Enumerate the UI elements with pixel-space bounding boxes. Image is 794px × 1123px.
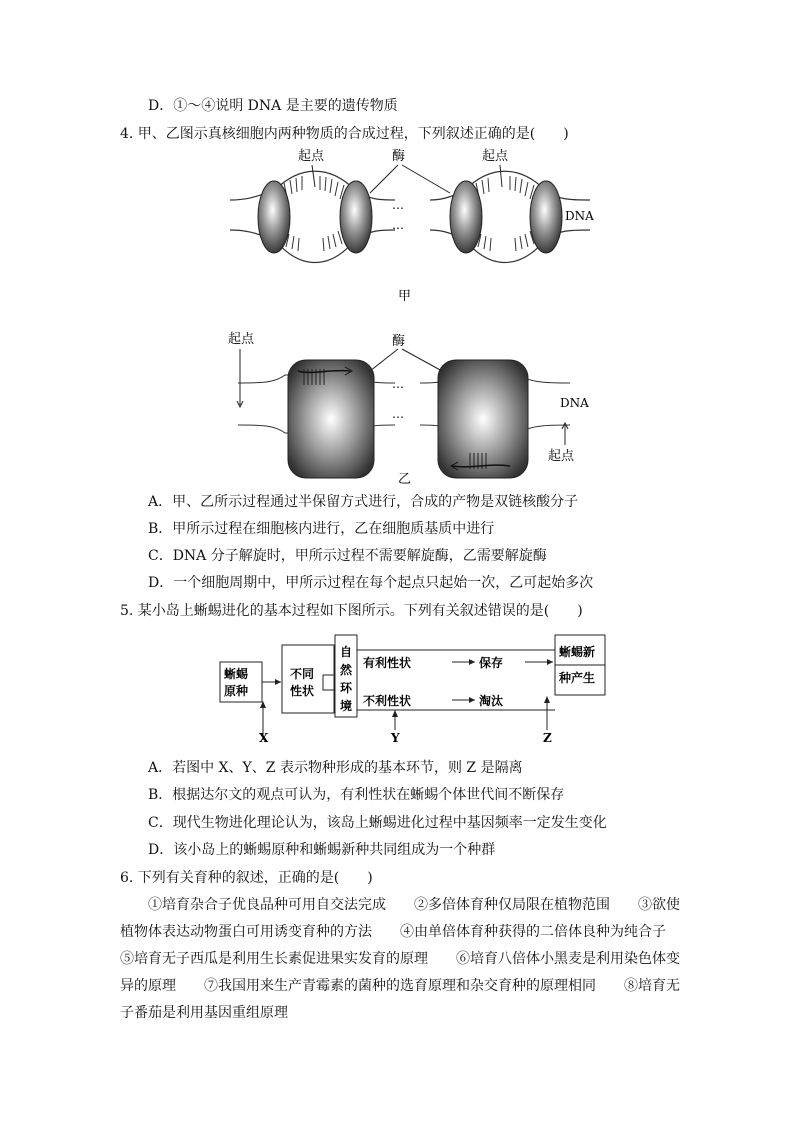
q5-option-c: C．现代生物进化理论认为，该岛上蜥蜴进化过程中基因频率一定发生变化 [148,815,607,831]
q4-option-a: A．甲、乙所示过程通过半保留方式进行，合成的产物是双链核酸分子 [148,494,579,510]
flow-unfavorable: 不利性状 [363,694,412,708]
flow-origin-species-1: 蜥蜴 [224,667,249,681]
q4-stem: 4. 甲、乙图示真核细胞内两种物质的合成过程，下列叙述正确的是( ) [120,126,569,142]
flow-env-4: 境 [340,699,353,713]
q5-option-d: D．该小岛上的蜥蜴原种和蜥蜴新种共同组成为一个种群 [148,842,496,858]
q6-stem: 6. 下列有关育种的叙述，正确的是( ) [120,870,373,886]
q4-option-d: D．一个细胞周期中，甲所示过程在每个起点只起始一次，乙可起始多次 [148,575,594,591]
flow-label-z: Z [543,731,552,745]
flow-env-1: 自 [340,645,353,659]
flow-new-species-2: 种产生 [559,671,596,685]
flow-label-y: Y [391,731,400,745]
figure-jia [220,145,610,310]
figure-yi [220,325,615,490]
figure-lizard-flow [215,630,615,745]
jia-origin-label-1: 起点 [298,149,325,164]
flow-env-3: 环 [340,681,353,695]
flow-traits-1: 不同 [290,667,315,681]
jia-dna-label: DNA [565,209,594,223]
flow-env-2: 然 [340,663,353,677]
yi-enzyme-label: 酶 [392,334,406,349]
q5-option-a: A．若图中 X、Y、Z 表示物种形成的基本环节，则 Z 是隔离 [148,760,523,776]
flow-eliminate: 淘汰 [479,694,504,708]
q6-body-line-4: 异的原理 ⑦我国用来生产青霉素的菌种的选育原理和杂交育种的原理相同 ⑧培育无 [120,978,680,994]
jia-enzyme-label: 酶 [392,149,406,164]
q3-option-d: D．①～④说明 DNA 是主要的遗传物质 [148,98,398,114]
svg-text:…: … [392,198,404,212]
flow-label-x: X [259,731,269,745]
flow-favorable: 有利性状 [363,656,412,670]
yi-origin-bottom-label: 起点 [548,449,575,464]
yi-dna-label: DNA [560,396,589,410]
q4-option-c: C．DNA 分子解旋时，甲所示过程不需要解旋酶，乙需要解旋酶 [148,548,547,564]
q6-body-line-3: ⑤培育无子西瓜是利用生长素促进果实发育的原理 ⑥培育八倍体小黑麦是利用染色体变 [120,951,680,967]
q6-body-line-5: 子番茄是利用基因重组原理 [120,1005,288,1021]
q5-option-b: B．根据达尔文的观点可认为，有利性状在蜥蜴个体世代间不断保存 [148,787,565,803]
jia-dots-top: … [392,218,404,232]
svg-text:…: … [392,377,404,391]
flow-origin-species-2: 原种 [224,684,249,698]
flow-new-species-1: 蜥蜴新 [559,645,596,659]
q5-stem: 5. 某小岛上蜥蜴进化的基本过程如下图所示。下列有关叙述错误的是( ) [120,603,583,619]
q6-body-line-2: 植物体表达动物蛋白可用诱变育种的方法 ④由单倍体育种获得的二倍体良种为纯合子 [120,924,666,940]
svg-text:…: … [392,407,404,421]
flow-preserve: 保存 [479,656,504,670]
q4-option-b: B．甲所示过程在细胞核内进行，乙在细胞质基质中进行 [148,521,495,537]
flow-traits-2: 性状 [290,684,315,698]
yi-origin-top-label: 起点 [228,332,255,347]
jia-caption: 甲 [398,289,412,304]
q6-body-line-1: ①培育杂合子优良品种可用自交法完成 ②多倍体育种仅局限在植物范围 ③欲使 [148,897,680,913]
yi-caption: 乙 [398,472,412,487]
jia-origin-label-2: 起点 [482,149,509,164]
